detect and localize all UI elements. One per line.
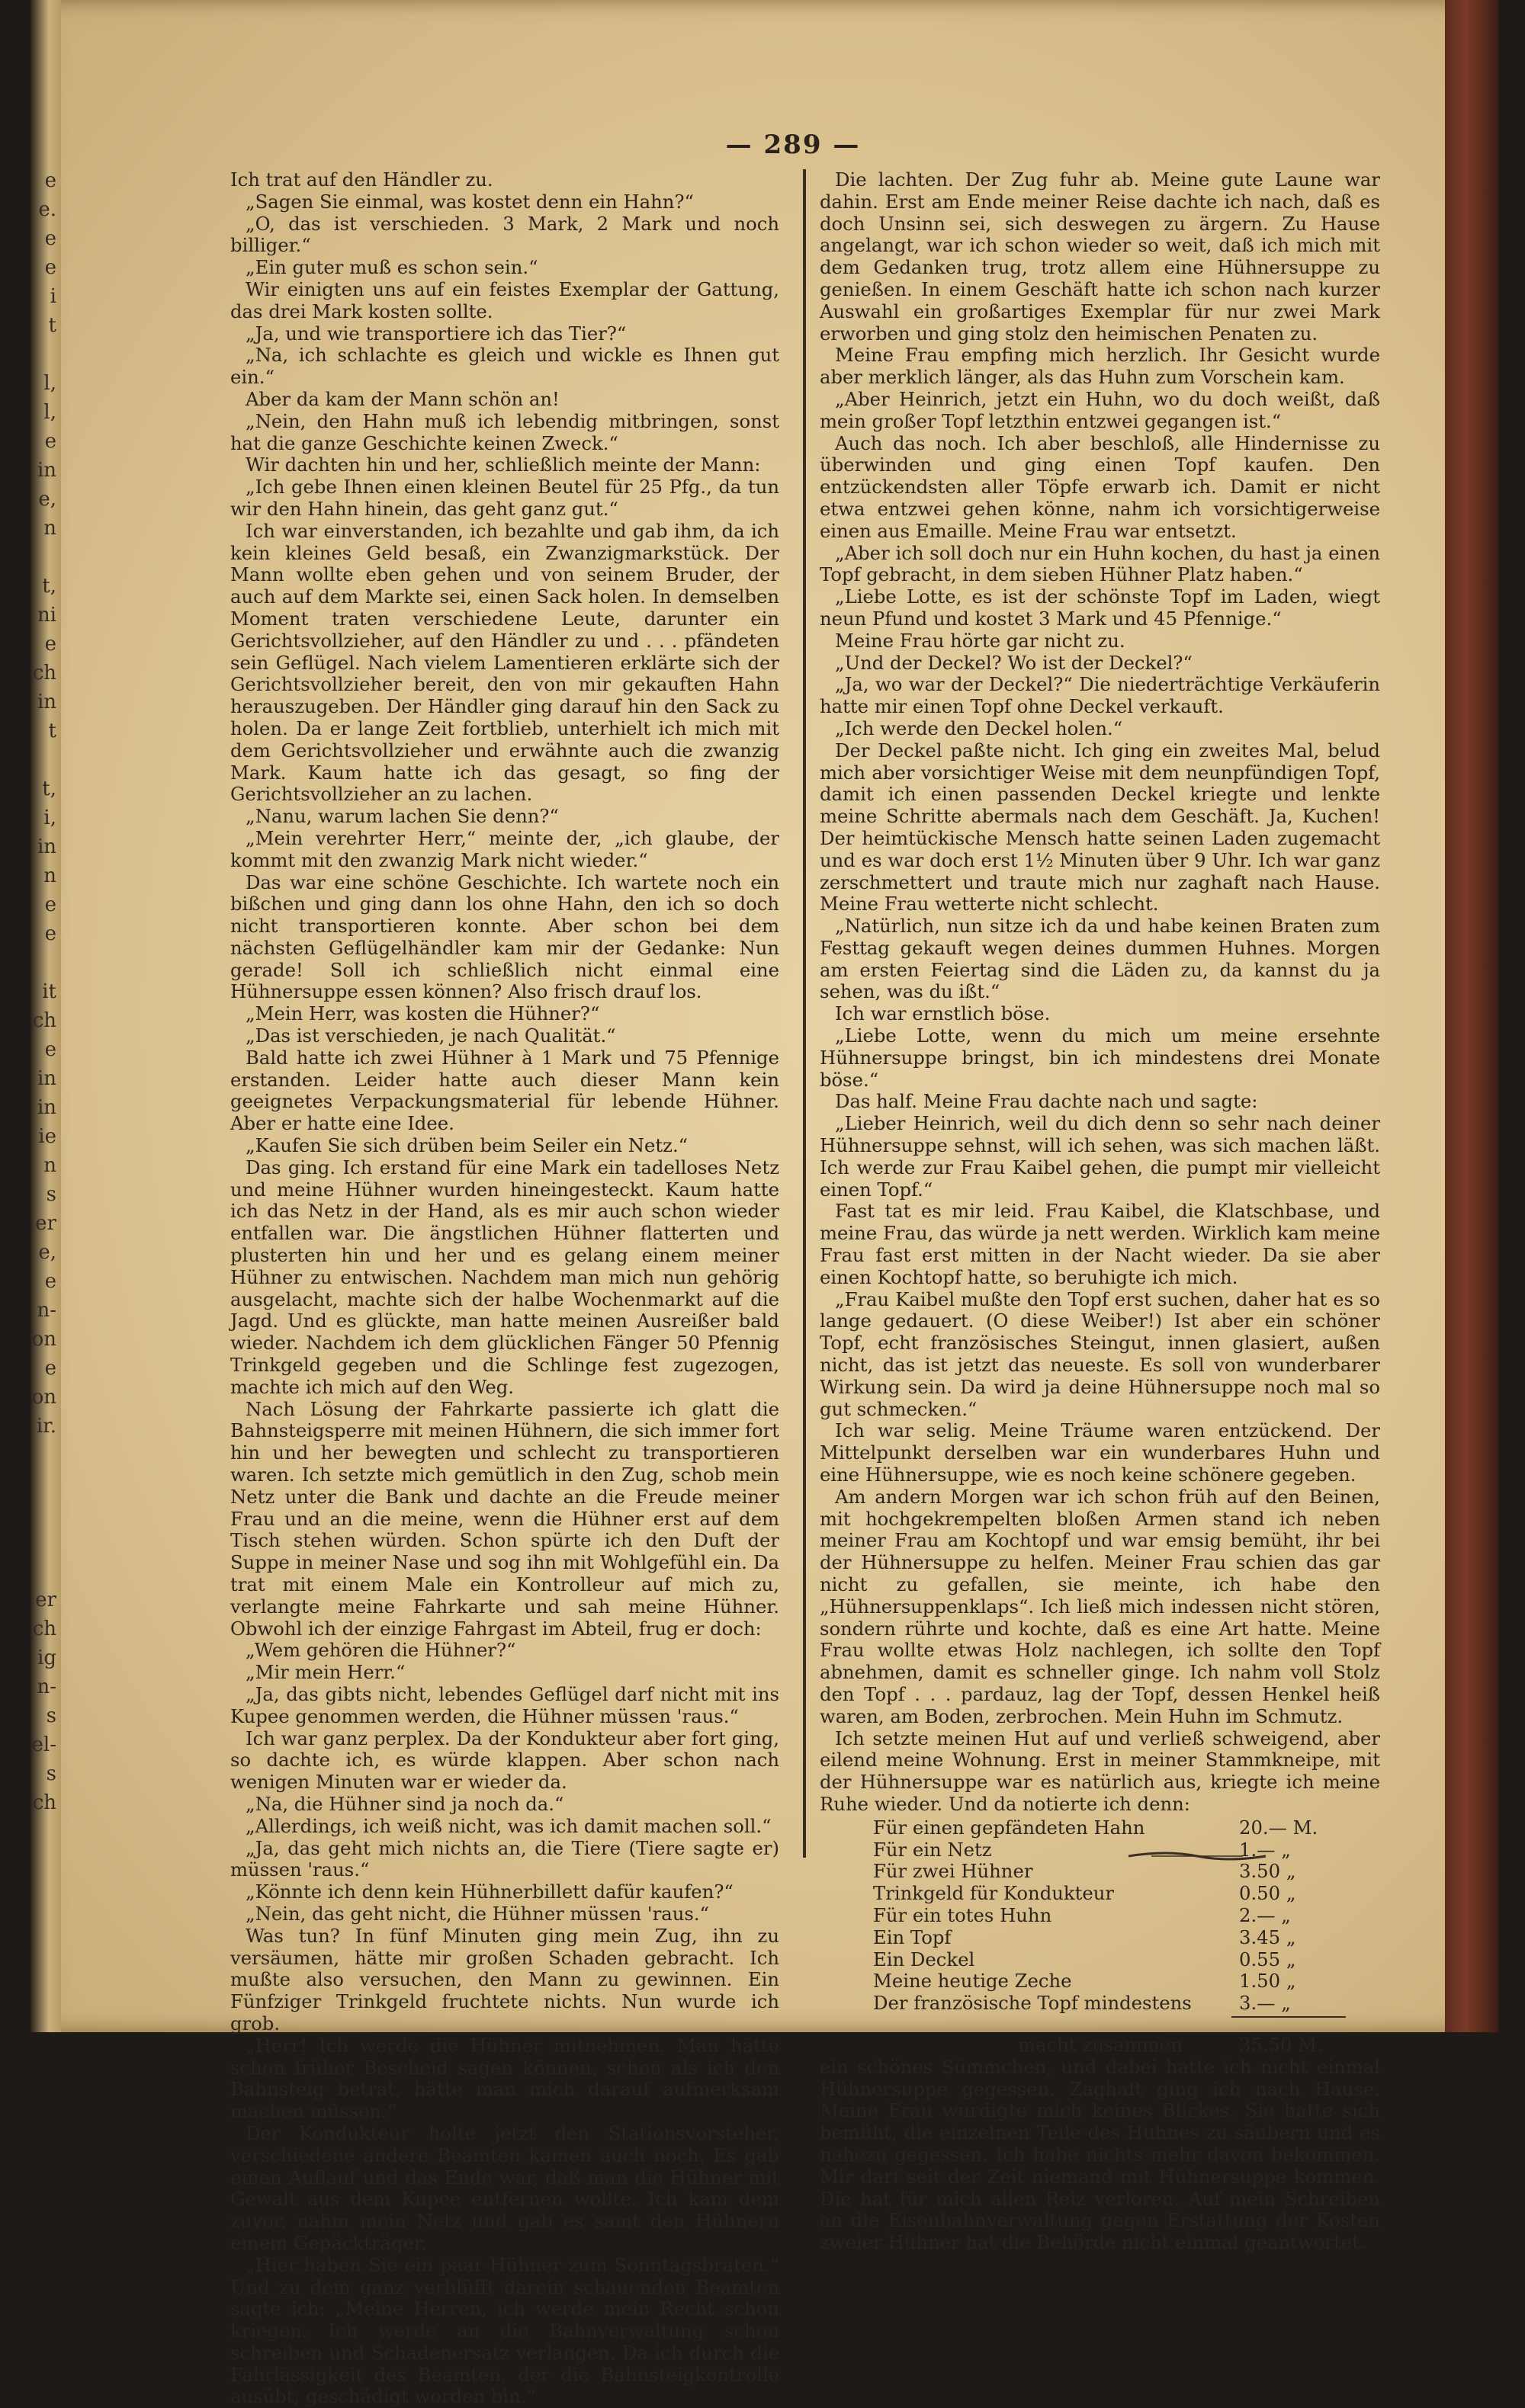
paragraph: Meine Frau empfing mich herzlich. Ihr Gesicht wurde aber merklich länger, als das Huhn zum Vorschein kam. <box>820 344 1380 389</box>
margin-fragment: e <box>44 1270 56 1293</box>
paragraph: Auch das noch. Ich aber beschloß, alle Hindernisse zu überwinden und ging einen Topf kaufen. Den entzückendsten aller Töpfe erwarb ich. Damit er nicht etwa entzwei gehen könne, nahm ich vorsichtigerweise einen aus Emaille. Meine Frau war entsetzt. <box>820 431 1380 542</box>
margin-fragment: e <box>44 922 56 945</box>
margin-fragment: n- <box>37 1299 56 1322</box>
paragraph: „Wem gehören die Hühner?“ <box>246 1639 516 1662</box>
margin-fragment: e <box>44 256 56 279</box>
margin-fragment: i, <box>43 806 56 829</box>
paragraph: „Aber ich soll doch nur ein Huhn kochen, du hast ja einen Topf gebracht, in dem sieben Hühner Platz haben.“ <box>820 541 1380 586</box>
paragraph: „Und der Deckel? Wo ist der Deckel?“ <box>835 651 1193 674</box>
paragraph: „Ja, wo war der Deckel?“ Die niederträchtige Verkäuferin hatte mir einen Topf ohne Deckel verkauft. <box>820 673 1380 718</box>
margin-fragment: ni <box>37 604 56 627</box>
expense-amount: 3.— „ <box>1239 1992 1291 2015</box>
paragraph: „Allerdings, ich weiß nicht, was ich damit machen soll.“ <box>246 1814 772 1837</box>
paragraph: Das ging. Ich erstand für eine Mark ein tadelloses Netz und meine Hühner wurden hineingesteckt. Kaum hatte ich das Netz in der Hand, als es mir auch schon wieder entfallen war. Die ängstlichen Hühner flatterten und plusterten hin und her und es gelang einem meiner Hühner zu entwischen. Nachdem man mich nun gehörig ausgelacht, machte sich der halbe Wochenmarkt auf die Jagd. Und es glückte, man hatte meinen Ausreißer bald wieder. Nachdem ich dem glücklichen Fänger 50 Pfennig Trinkgeld gegeben und die Schlinge fest zugezogen, machte ich mich auf den Weg. <box>230 1156 779 1398</box>
paragraph: „Hier haben Sie ein paar Hühner zum Sonntagsbraten.“ Und zu dem ganz verblüfft darein schauenden Beamten sagte ich: „Meine Herren, ich werde mein Recht schon kriegen. Ich werde an die Bahnverwaltung schon schreiben und Schadenersatz verlangen. Da ich durch die Fahrlässigkeit des Beamten, der die Bahnsteigkontrolle ausübt, geschädigt worden bin.“ <box>230 2253 779 2408</box>
expense-item: Für ein Netz <box>873 1838 992 1861</box>
expense-row <box>873 1883 1346 1905</box>
paragraph: „Ja, das gibts nicht, lebendes Geflügel darf nicht mit ins Kupee genommen werden, die Hühner müssen 'raus.“ <box>230 1682 779 1727</box>
margin-fragment: ch <box>32 1618 56 1640</box>
margin-fragment: on <box>31 1328 56 1351</box>
paragraph: „Herr! Ich werde die Hühner mitnehmen. Man hätte schon früher Bescheid sagen können, schon als ich den Bahnsteig betrat, hätte man mich darauf aufmerksam machen müssen.“ <box>230 2034 779 2123</box>
paragraph: Am andern Morgen war ich schon früh auf den Beinen, mit hochgekrempelten bloßen Armen stand ich neben meiner Frau am Kochtopf und war emsig bemüht, ihr bei der Hühnersuppe zu helfen. Meiner Frau schien das gar nicht zu gefallen, sie meinte, ich habe den „Hühnersuppenklaps“. Ich ließ mich indessen nicht stören, sondern rührte und kochte, daß es eine Art hatte. Meine Frau wollte etwas Holz nachlegen, ich sollte den Topf abnehmen, damit es schneller ginge. Ich nahm voll Stolz den Topf . . . pardauz, lag der Topf, dessen Henkel heiß waren, am Boden, zerbrochen. Mein Huhn im Schmutz. <box>820 1485 1380 1727</box>
paragraph: Was tun? In fünf Minuten ging mein Zug, ihn zu versäumen, hätte mir großen Schaden gebracht. Ich mußte also versuchen, den Mann zu gewinnen. Ein Fünfziger Trinkgeld fruchtete nichts. Nun wurde ich grob. <box>230 1924 779 2034</box>
expense-row <box>873 1905 1346 1927</box>
margin-fragment: n <box>43 517 56 540</box>
margin-fragment: ie <box>38 1125 56 1148</box>
paragraph: Ich war einverstanden, ich bezahlte und gab ihm, da ich kein kleines Geld besaß, ein Zwanzigmarkstück. Der Mann wollte eben gehen und von seinem Bruder, der auch auf dem Markte sei, einen Sack holen. In demselben Moment traten verschiedene Leute, darunter ein Gerichtsvollzieher, auf den Händler zu und . . . pfändeten sein Geflügel. Nach vielem Lamentieren erklärte sich der Gerichtsvollzieher bereit, den von mir gekauften Hahn herauszugeben. Der Händler ging darauf hin den Sack zu holen. Da er lange Zeit fortblieb, unterhielt ich mich mit dem Gerichtsvollzieher und erwähnte auch die zwanzig Mark. Kaum hatte ich das gesagt, so fing der Gerichtsvollzieher an zu lachen. <box>230 519 779 806</box>
paragraph: Ich setzte meinen Hut auf und verließ schweigend, aber eilend meine Wohnung. Erst in meiner Stammkneipe, mit der Hühnersuppe war es natürlich aus, kriegte ich meine Ruhe wieder. Und da notierte ich denn: <box>820 1727 1380 1815</box>
margin-fragment: e, <box>38 488 56 511</box>
expense-total-amount: 35.50 M. <box>1239 2033 1323 2056</box>
margin-fragment: in <box>37 1096 56 1119</box>
margin-fragment: n <box>43 1154 56 1177</box>
expense-row <box>873 1927 1346 1949</box>
paragraph: „Mein Herr, was kosten die Hühner?“ <box>246 1002 600 1025</box>
paragraph: „Nanu, warum lachen Sie denn?“ <box>246 805 559 828</box>
margin-fragment: s <box>46 1183 56 1206</box>
paragraph: Wir einigten uns auf ein feistes Exemplar der Gattung, das drei Mark kosten sollte. <box>230 277 779 322</box>
margin-fragment: in <box>37 691 56 713</box>
margin-fragment: t, <box>42 778 56 800</box>
margin-fragment: e. <box>38 198 56 221</box>
margin-fragment: e, <box>38 1241 56 1264</box>
expense-item: Meine heutige Zeche <box>873 1970 1072 1993</box>
expense-amount: 3.45 „ <box>1239 1925 1296 1948</box>
margin-fragment: it <box>42 980 56 1003</box>
margin-fragment: i <box>50 285 56 308</box>
paragraph: „Mir mein Herr.“ <box>246 1661 406 1684</box>
book-spine <box>1445 0 1498 2032</box>
paragraph: „Na, ich schlachte es gleich und wickle es Ihnen gut ein.“ <box>230 344 779 389</box>
expense-item: Ein Topf <box>873 1925 952 1948</box>
paragraph: Wir dachten hin und her, schließlich meinte der Mann: <box>246 454 761 476</box>
paragraph: „Liebe Lotte, es ist der schönste Topf im Laden, wiegt neun Pfund und kostet 3 Mark und 45 Pfennige.“ <box>820 585 1380 630</box>
column-divider <box>803 169 806 1858</box>
paragraph: „Könnte ich denn kein Hühnerbillett dafür kaufen?“ <box>246 1881 734 1903</box>
margin-fragment: ch <box>32 1009 56 1032</box>
paragraph: „Sagen Sie einmal, was kostet denn ein Hahn?“ <box>246 190 694 213</box>
right-column-text-after-bill <box>820 2057 1380 2254</box>
expense-list <box>873 1817 1346 2057</box>
margin-fragment: ch <box>32 1791 56 1814</box>
expense-row <box>873 1993 1346 2015</box>
paragraph: Das war eine schöne Geschichte. Ich wartete noch ein bißchen und ging dann los ohne Hahn, den ich so doch nicht transportieren konnte. Aber schon bei dem nächsten Geflügelhändler kam mir der Gedanke: Nun gerade! Soll ich schließlich nicht einmal eine Hühnersuppe essen können? Also frisch drauf los. <box>230 871 779 1003</box>
margin-fragment: ir. <box>36 1415 56 1438</box>
paragraph: Fast tat es mir leid. Frau Kaibel, die Klatschbase, und meine Frau, das würde ja nett werden. Wirklich kam meine Frau fast erst mitten in der Nacht wieder. Da sie aber einen Kochtopf hatte, so beruhigte ich mich. <box>820 1200 1380 1288</box>
right-column <box>820 169 1380 2254</box>
paragraph: „Frau Kaibel mußte den Topf erst suchen, daher hat es so lange gedauert. (O diese Weiber!) Ist aber ein schöner Topf, echt französisches Steingut, innen glasiert, außen nicht, das ist jetzt das neueste. Es soll von wunderbarer Wirkung sein. Da wird ja deine Hühnersuppe noch mal so gut schmecken.“ <box>820 1287 1380 1420</box>
expense-amount: 0.55 „ <box>1239 1948 1296 1970</box>
expense-item: Für ein totes Huhn <box>873 1903 1052 1926</box>
paragraph: Meine Frau hörte gar nicht zu. <box>835 629 1125 652</box>
expense-amount: 1.— „ <box>1239 1838 1291 1861</box>
end-ornament <box>1121 1848 1273 1864</box>
paragraph: „Ich werde den Deckel holen.“ <box>835 717 1123 739</box>
expense-amount: 1.50 „ <box>1239 1970 1296 1993</box>
margin-fragment: ig <box>37 1646 56 1669</box>
expense-item: Ein Deckel <box>873 1948 975 1970</box>
margin-fragment: e <box>44 227 56 250</box>
expense-row <box>873 1817 1346 1839</box>
paragraph: „Kaufen Sie sich drüben beim Seiler ein Netz.“ <box>246 1134 689 1157</box>
page-number: — 289 — <box>725 130 861 160</box>
paragraph: Ich war ernstlich böse. <box>835 1002 1051 1025</box>
paragraph: Der Kondukteur holte jetzt den Stationsvorsteher, verschiedene andere Beamten kamen auch noch. Es gab einen Auflauf und das Ende war, daß man die Hühner mit Gewalt aus dem Kupee entfernen wollte. Ich kam dem zuvor, nahm mein Netz und gab es samt den Hühnern einem Gepäckträger. <box>230 2121 779 2254</box>
margin-fragment: s <box>46 1704 56 1727</box>
margin-fragment: s <box>46 1762 56 1785</box>
expense-row <box>873 1839 1346 1861</box>
paragraph: Ich war ganz perplex. Da der Kondukteur aber fort ging, so dachte ich, es würde klappen. Aber schon nach wenigen Minuten war er wieder da. <box>230 1727 779 1794</box>
paragraph: „Natürlich, nun sitze ich da und habe keinen Braten zum Festtag gekauft wegen deines dummen Huhnes. Morgen am ersten Feiertag sind die Läden zu, da kannst du ja sehen, was du ißt.“ <box>820 915 1380 1003</box>
margin-fragment: in <box>37 835 56 858</box>
expense-row <box>873 1970 1346 1993</box>
paragraph: „Nein, den Hahn muß ich lebendig mitbringen, sonst hat die ganze Geschichte keinen Zweck.“ <box>230 409 779 454</box>
expense-item: Für einen gepfändeten Hahn <box>873 1816 1145 1839</box>
margin-fragment: e <box>44 1038 56 1061</box>
margin-fragment: t <box>48 314 56 337</box>
paragraph: „Ein guter muß es schon sein.“ <box>246 256 538 279</box>
margin-fragment: er <box>35 1589 56 1611</box>
paragraph: „Lieber Heinrich, weil du dich denn so sehr nach deiner Hühnersuppe sehnst, will ich sehen, was sich machen läßt. Ich werde zur Frau Kaibel gehen, die pumpt mir vielleicht einen Topf.“ <box>820 1112 1380 1201</box>
expense-total-row <box>873 2034 1346 2057</box>
paragraph: „Das ist verschieden, je nach Qualität.“ <box>246 1024 616 1047</box>
left-column <box>230 169 779 2408</box>
paragraph: Bald hatte ich zwei Hühner à 1 Mark und 75 Pfennige erstanden. Leider hatte auch dieser Mann kein geeignetes Verpackungsmaterial für lebende Hühner. Aber er hatte eine Idee. <box>230 1046 779 1135</box>
expense-amount: 2.— „ <box>1239 1903 1291 1926</box>
paragraph: ein schönes Sümmchen, und dabei hatte ich nicht einmal Hühnersuppe gegessen. Zaghaft ging ich nach Hause. Meine Frau würdigte mich keines Blickes. Sie hatte sich bemüht, die einzelnen Teile des Huhnes zu säubern und es nahezu gegessen. Ich habe nichts mehr davon bekommen. Mir darf seit der Zeit niemand mit Hühnersuppe kommen. Die hat für mich allen Reiz verloren. Auf mein Schreiben an die Eisenbahnverwaltung gegen Erstattung der Kosten zweier Hühner hat die Behörde nicht einmal geantwortet. <box>820 2055 1380 2254</box>
margin-fragment: on <box>31 1386 56 1409</box>
expense-item: Der französische Topf mindestens <box>873 1992 1192 2015</box>
margin-fragment: t, <box>42 575 56 598</box>
margin-fragment: e <box>44 169 56 192</box>
margin-fragment: ch <box>32 662 56 685</box>
margin-fragment: in <box>37 459 56 482</box>
paragraph: Nach Lösung der Fahrkarte passierte ich glatt die Bahnsteigsperre mit meinen Hühnern, die sich immer fort hin und her bewegten und schlecht zu transportieren waren. Ich setzte mich gemütlich in den Zug, schob mein Netz unter die Bank und dachte an die Freude meiner Frau und an die meine, wenn die Hühner erst auf dem Tisch stehen würden. Schon spürte ich den Duft der Suppe in meiner Nase und sog ihn mit Wohlgefühl ein. Da trat mit einem Male ein Kontrolleur auf mich zu, verlangte meine Fahrkarte und sah meine Hühner. Obwohl ich der einzige Fahrgast im Abteil, frug er doch: <box>230 1397 779 1640</box>
margin-fragment: t <box>48 720 56 742</box>
paragraph: „Nein, das geht nicht, die Hühner müssen 'raus.“ <box>246 1902 709 1925</box>
margin-fragment: e <box>44 430 56 453</box>
paragraph: „Liebe Lotte, wenn du mich um meine ersehnte Hühnersuppe bringst, bin ich mindestens drei Monate böse.“ <box>820 1024 1380 1091</box>
paragraph: „Ja, und wie transportiere ich das Tier?“ <box>246 322 627 345</box>
margin-fragment: e <box>44 633 56 656</box>
expense-row <box>873 1861 1346 1883</box>
margin-fragment: er <box>35 1212 56 1235</box>
margin-fragment: el- <box>31 1733 56 1756</box>
paragraph: „Na, die Hühner sind ja noch da.“ <box>246 1792 564 1815</box>
expense-total-label: macht zusammen <box>1018 2033 1183 2056</box>
paragraph: „O, das ist verschieden. 3 Mark, 2 Mark und noch billiger.“ <box>230 212 779 257</box>
right-column-text-before-bill <box>820 169 1380 1816</box>
paragraph: Die lachten. Der Zug fuhr ab. Meine gute Laune war dahin. Erst am Ende meiner Reise dachte ich nach, daß es doch Unsinn sei, sich deswegen zu ärgern. Zu Hause angelangt, war ich schon wieder so weit, daß ich mich mit dem Gedanken trug, trotz allem eine Hühnersuppe zu genießen. In einem Geschäft hatte ich schon nach kurzer Auswahl ein großartiges Exemplar für nur zwei Mark erworben und ging stolz den heimischen Penaten zu. <box>820 168 1380 345</box>
margin-fragment: in <box>37 1067 56 1090</box>
sum-line <box>1231 2016 1346 2018</box>
expense-amount: 0.50 „ <box>1239 1882 1296 1905</box>
page-number-value: 289 <box>763 130 823 160</box>
paragraph: „Aber Heinrich, jetzt ein Huhn, wo du doch weißt, daß mein großer Topf letzthin entzwei gegangen ist.“ <box>820 387 1380 432</box>
paragraph: Ich war selig. Meine Träume waren entzückend. Der Mittelpunkt derselben war ein wunderbares Huhn und eine Hühnersuppe, wie es noch keine schönere gegeben. <box>820 1419 1380 1486</box>
margin-fragment: e <box>44 893 56 916</box>
expense-row <box>873 1949 1346 1971</box>
margin-fragment: n <box>43 864 56 887</box>
expense-item: Für zwei Hühner <box>873 1860 1033 1883</box>
margin-fragment: l, <box>43 372 56 395</box>
paragraph: Ich trat auf den Händler zu. <box>230 168 493 191</box>
paragraph: Aber da kam der Mann schön an! <box>246 387 560 410</box>
paragraph: „Ich gebe Ihnen einen kleinen Beutel für 25 Pfg., da tun wir den Hahn hinein, das geht ganz gut.“ <box>230 476 779 520</box>
margin-fragment: n- <box>37 1675 56 1698</box>
margin-fragment: l, <box>43 401 56 424</box>
book-page <box>30 0 1498 2408</box>
expense-amount: 20.— M. <box>1239 1816 1318 1839</box>
paragraph: „Ja, das geht mich nichts an, die Tiere (Tiere sagte er) müssen 'raus.“ <box>230 1836 779 1881</box>
expense-amount: 3.50 „ <box>1239 1860 1296 1883</box>
expense-item: Trinkgeld für Kondukteur <box>873 1882 1115 1905</box>
paragraph: Der Deckel paßte nicht. Ich ging ein zweites Mal, belud mich aber vorsichtiger Weise mit dem neunpfündigen Topf, damit ich einen passenden Deckel kriegte und lenkte meine Schritte abermals nach dem Geschäft. Ja, Kuchen! Der heimtückische Mensch hatte seinen Laden zugemacht und es war doch erst 1½ Minuten über 9 Uhr. Ich war ganz zerschmettert und traute mich nur zaghaft nach Hause. Meine Frau wetterte nicht schlecht. <box>820 739 1380 915</box>
margin-fragment: e <box>44 1357 56 1380</box>
paragraph: Das half. Meine Frau dachte nach und sagte: <box>835 1090 1258 1113</box>
paragraph: „Mein verehrter Herr,“ meinte der, „ich glaube, der kommt mit den zwanzig Mark nicht wieder.“ <box>230 826 779 871</box>
